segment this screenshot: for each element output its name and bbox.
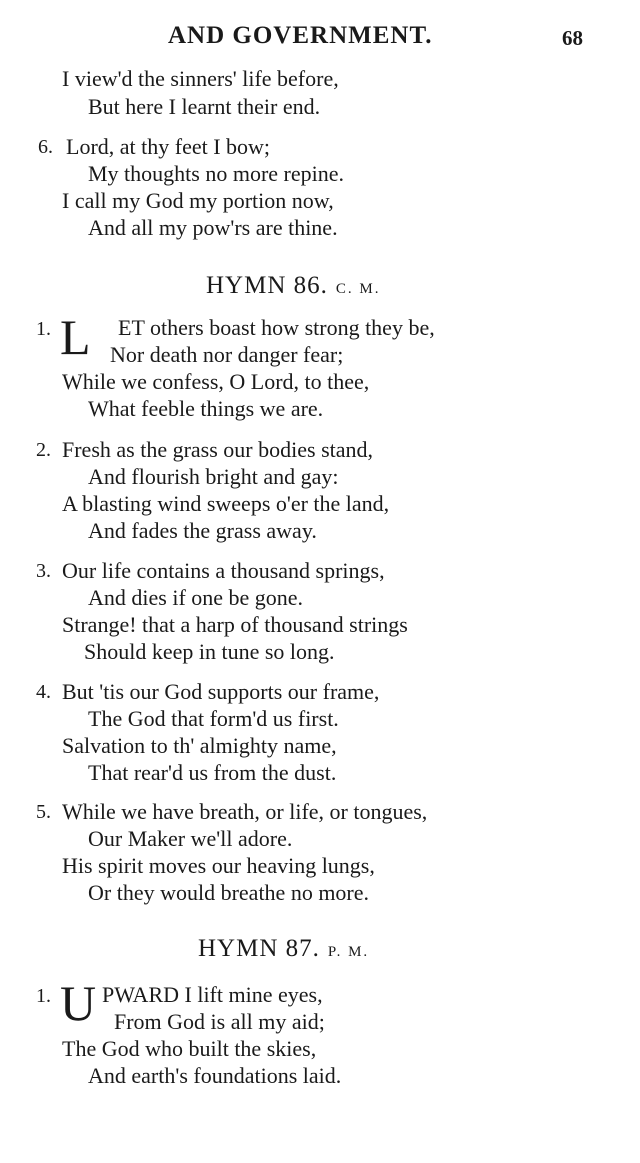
verse-line: And all my pow'rs are thine. <box>88 215 338 240</box>
verse-line: Salvation to th' almighty name, <box>62 733 337 758</box>
stanza-number: 6. <box>38 136 53 158</box>
drop-cap: L <box>60 309 91 365</box>
hymn-86-heading <box>206 272 381 300</box>
verse-line: A blasting wind sweeps o'er the land, <box>62 491 390 516</box>
hymn-87-heading <box>198 935 369 963</box>
verse-line: Fresh as the grass our bodies stand, <box>62 437 374 462</box>
verse-line: Should keep in tune so long. <box>84 639 335 664</box>
verse-line: And fades the grass away. <box>88 518 317 543</box>
verse-line: But 'tis our God supports our frame, <box>62 679 380 704</box>
verse-line: While we have breath, or life, or tongues, <box>62 799 428 824</box>
verse-line: Our Maker we'll adore. <box>88 826 293 851</box>
verse-line: Nor death nor danger fear; <box>110 342 344 367</box>
verse-line: His spirit moves our heaving lungs, <box>62 853 375 878</box>
hymn-title: HYMN 86. <box>206 272 328 299</box>
stanza-number: 4. <box>36 681 51 703</box>
running-header: AND GOVERNMENT. <box>168 22 433 49</box>
stanza-number: 1. <box>36 985 51 1007</box>
stanza-number: 3. <box>36 560 51 582</box>
verse-line: My thoughts no more repine. <box>88 161 345 186</box>
verse-line: I view'd the sinners' life before, <box>62 66 339 91</box>
verse-line: And earth's foundations laid. <box>88 1063 342 1088</box>
verse-line: Strange! that a harp of thousand strings <box>62 612 408 637</box>
verse-line: But here I learnt their end. <box>88 94 321 119</box>
hymn-meter: P. M. <box>327 944 370 960</box>
verse-line: I call my God my portion now, <box>62 188 334 213</box>
verse-line: The God who built the skies, <box>62 1036 317 1061</box>
verse-line: From God is all my aid; <box>114 1009 325 1034</box>
verse-line: And flourish bright and gay: <box>88 464 339 489</box>
hymn-title: HYMN 87. <box>198 935 320 962</box>
verse-line: What feeble things we are. <box>88 396 324 421</box>
hymn-meter: C. M. <box>335 281 381 297</box>
stanza-number: 5. <box>36 801 51 823</box>
verse-line: PWARD I lift mine eyes, <box>102 982 323 1007</box>
page-number: 68 <box>562 26 583 50</box>
drop-cap: U <box>60 975 97 1031</box>
verse-line: And dies if one be gone. <box>88 585 304 610</box>
stanza-number: 1. <box>36 318 51 340</box>
verse-line: While we confess, O Lord, to thee, <box>62 369 370 394</box>
verse-line: Lord, at thy feet I bow; <box>66 134 271 159</box>
verse-line: Or they would breathe no more. <box>88 880 370 905</box>
stanza-number: 2. <box>36 439 51 461</box>
verse-line: The God that form'd us first. <box>88 706 339 731</box>
verse-line: Our life contains a thousand springs, <box>62 558 385 583</box>
verse-line: That rear'd us from the dust. <box>88 760 337 785</box>
verse-line: ET others boast how strong they be, <box>118 315 435 340</box>
